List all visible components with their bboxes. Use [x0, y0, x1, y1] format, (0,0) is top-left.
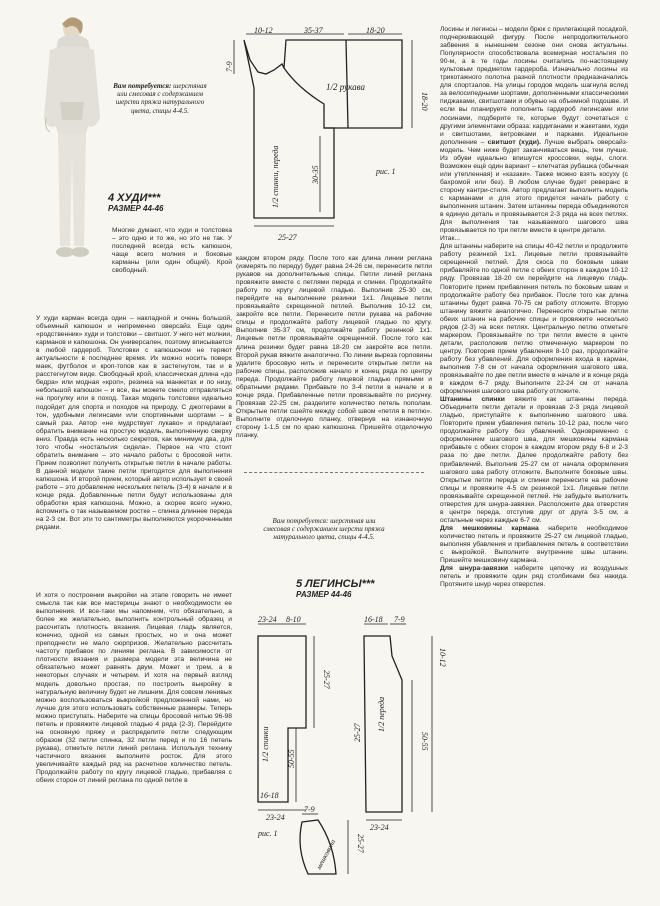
leggings-steps: Для штанины наберите на спицы 40-42 петли и продолжите работу резинкой 1х1. Лицевые петли провязывайте скрещенной петлей. Для скоса по боковым швам прибавляйте по одной петле с обеих сторон в каждом 10-12 ряду. Провязав 18-20 см перейдите на лицевую гладь. Повторите прием прибавления петель по боковым швам и продолжайте работу без прибавок. После того как длина штанины будет равна 70-75 см работу отложите. Вторую штанину вяжите аналогично. Перенесите открытые петли обеих штанин на рабочие спицы и провяжите несколько рядов (2-3) на всех петлях. Центральную петлю отметьте маркером. Провязывайте по три петли вместе в центе детали, расположив петлю отмеченную маркером по центру. Повторив прием убавления 8-10 раз, продолжайте работу без убавлений. Для оформления входа в карман, выполнив 7-8 см от начала оформления шагового шва, провязывайте по две петли вместе в начале и в конце ряда в каждом 6-7 ряду. Выполните 22-24 см от начала оформления шагового шва работу отложите. — [440, 243, 628, 396]
fig2-front-dim-3: 50-55 — [420, 732, 429, 751]
fig2-back-dim-5: 16-18 — [260, 791, 279, 800]
fig2-back-dim-1: 8-10 — [286, 615, 301, 624]
fig1-caption: рис. 1 — [376, 167, 396, 176]
cord-text: наберите цепочку из воздушных петель и провяжите один ряд столбиками без накида. Протяните шнур через отверстия. — [440, 565, 629, 589]
hoodie-title-block — [108, 192, 226, 213]
fig2-back-dim-6: 23-24 — [266, 813, 285, 822]
model-photo — [36, 6, 112, 271]
cord-heading: Для шнура-завязки — [440, 565, 509, 573]
fig2-pocket-dim-2: 25-27 — [356, 834, 365, 853]
leggings-itak: Итак... — [440, 235, 461, 243]
leggings-article — [440, 26, 628, 589]
fig1-dim-7: 1/2 спинки, переда — [271, 145, 280, 208]
fig1-dim-8: 25-27 — [278, 233, 297, 242]
fig2-back-dim-0: 23-24 — [258, 615, 277, 624]
fig1-dim-2: 18-20 — [366, 26, 385, 35]
fig2-back-dim-3: 1/2 спинки — [261, 726, 270, 762]
back-legs-heading: Штанины спинки — [440, 396, 505, 404]
fig1-dim-0: 10-12 — [254, 26, 273, 35]
fig2-front-dim-4: 10-12 — [438, 648, 447, 667]
leggings-materials: Вам потребуется: шерстяная или смесовая с содержанием шерсти пряжа натурального цвета, спицы 4-4.5. — [263, 517, 385, 542]
leggings-intro-2: Лучше выбрать оверсайз-модель. Чем ниже будет заканчиваться вещь, тем лучше. Из обуви идеально впишутся кроссовки, кеды, слоги. Возможен ещё один вариант – клетчатая рубашка (обычная или утепленная) и «казаки». Также можно взять косуху (с бахромой или без). В любом случае будет реверанс в сторону кантри-стиля. Автор предлагает выполнить модель с карманами и для этого придется начать работу с выполнения штанин. Затем штанины переда объединяются в единую деталь и провязывается 2-3 ряда на всех петлях. Для выполнения так называемого шагового шва провязывается по три петли вместе в центре детали. — [440, 138, 628, 235]
leggings-intro: Лосины и легинсы – модели брюк с прилегающей посадкой, подчеркивающей фигуру. После непродолжительного забвения в нынешнем сезоне они снова актуальны. Популярности способствовала всемирная ностальгия по 90-м, а в те годы лосины считались по-настоящему культовым предметом гардероба. Изначально лосины из трикотажного полотна разной плотности предназначались для спортзалов. На улицы городов модель шагнула вслед за велосипедными шортами, дополненными классическими пиджаками, свитшотами и обувью на объемной подошве. И если вы планируете пополнить гардероб легинсами или лосинами, подберите те, которые будут сочетаться с другими элементами образа: кардиганами и жакетами, худи и свитшотами, ветровками и парками. Идеальное дополнение – — [440, 26, 628, 146]
fig1-dim-3: 7-9 — [225, 61, 234, 72]
fig2-back-dim-2: 25-27 — [322, 670, 331, 689]
fig2-front-dim-6: 23-24 — [370, 823, 389, 832]
hoodie-materials-lead: Вам потребуется: — [113, 82, 172, 90]
leggings-intro-bold: свитшот (худи). — [487, 138, 541, 146]
hoodie-text-2: И хотя о построении выкройки на этапе говорить не имеет смысла так как все мастерицы знают о необходимости ее выполнения. И все-таки мы напомним, что обязательно, а более же желательно, выполнить контрольный образец и рассчитать плотность вязания. Лицевая гладь является, конечно, одной из самых простых, но и она может преподнести не мало сюрпризов. Желательно рассчитать частоту прибавок по линиям реглана. В зависимости от плотности вязания и размера модели эта величина не обязательно может равнять двум. Может и трем, а в некоторых случаях и четырем. И хотя на первый взгляд модель довольно простая, по построить выкройку в натуральную величину будет не лишним. Для совсем ленивых можно воспользоваться выкройкой предложенной нами, но лучше для этого использовать собственные размеры. Теперь можно приступать. Наберите на спицы бросовой нитью 96-98 петель и провяжите лицевой гладью 4 ряда (2-3). Перейдите на основную пряжу и распределите петли следующим образом (32 петли спинка, 32 петли перед и по 16 петель рукава), отметьте петли линий реглана. Используя технику частичного вязания выполните росток. Для этого увеличивайте каждый ряд на расчетное количество петель. Продолжайте работу по кругу лицевой гладью, прибавляя с обеих сторон от линий реглана по одной петле в — [36, 592, 232, 785]
back-legs-text: вяжите как штанины переда. Объедините петли детали и провязав 2-3 ряда лицевой гладью, приступайте к выполнению шагового шва. Повторите прием убавления петель 10-12 раз, после чего продолжайте работу без убавлений. Одновременно с оформлением шагового шва, для мешковины кармана прибавьте с обеих сторон в каждом втором ряду 6-8 и 2-3 раза по две петли. Далее продолжайте работу без прибавлений. Выполнив 25-27 см от начала оформления шагового шва работу отложите. Выполните боковые швы. Открытые петли переда и спинки перенесите на рабочие спицы и провяжите 4-5 см резинкой 1х1. Лицевые петли провязывайте скрещенной петлей. Не забудьте выполнить отверстия для шнура-завязки. Расположите два отверстия в центре переда, отступив друг от друга 3-5 см, а остальные через каждые 6-7 см. — [440, 396, 629, 524]
fig2-caption: рис. 1 — [258, 829, 278, 838]
hoodie-size: РАЗМЕР 44-46 — [108, 204, 164, 213]
hoodie-materials — [112, 82, 208, 115]
leggings-size: РАЗМЕР 44-46 — [296, 590, 352, 599]
fig2-pocket-dim-1: мешковина — [314, 838, 338, 871]
fig2-front-dim-2: 1/2 переда — [377, 696, 386, 732]
fig1-dim-6: 30-35 — [311, 165, 320, 184]
fig1-dim-5: 18-20 — [420, 92, 429, 111]
fig2-front-dim-1: 7-9 — [394, 615, 405, 624]
hoodie-text-3: каждом втором ряду. После того как длина линии реглана (измерять по переду) будет равна 24-26 см, перенесите петли рукавов на дополнительные спицы. Петли линий реглана провяжите вместе с петлями переда и спинки. Продолжайте работу по кругу лицевой гладью. Выполнив 25-30 см, перейдите на выполнение резинки 1х1. Лицевые петли провязывайте скрещенной петлей. Выполнив 10-12 см, закройте все петли. Перенесите петли рукава на рабочие спицы и продолжайте работу лицевой гладью по кругу. Выполнив 35-37 см, продолжайте работу резинкой 1х1. Лицевые петли провязывайте скрещенной. После того как длина резинки будет равна 18-20 см закройте все петли. Второй рукав вяжите аналогично. По линии выреза горловины удалите бросовую нить и перенесите открытые петли на рабочие спицы, расположив начало и конец ряда по центру переда. Продолжайте работу лицевой гладью прямыми и обратными рядами. Прибавьте по 3-4 петли в начале и в конце ряда. Прибавленные петли провязывайте по рисунку. Провязав 22-25 см, разделите количество петель пополам. Открытые петли сшейте между собой швом «петля в петлю». Выполните отделочную планку, отвернув на изнаночную сторону 1-1.5 см по краю капюшона. Пришейте отделочную планку. — [236, 255, 432, 440]
leggings-title-block — [296, 578, 436, 599]
divider — [244, 472, 424, 473]
fig2-back-dim-4: 50-55 — [287, 749, 296, 768]
hoodie-materials-body: шерстяная или смесовая с содержанием шерсти пряжа натурального цвета, спицы 4-4.5. — [115, 82, 207, 115]
fig2-front-dim-5: 25-27 — [353, 723, 362, 742]
fig2-front-dim-0: 16-18 — [364, 615, 383, 624]
pocket-text: наберите необходимое количество петель и провяжите 25-27 см лицевой гладью, выполняя убавления и прибавления петель в соответствии с выкройкой. Выполните внутренние швы штанин. Пришейте мешковину кармана. — [440, 524, 628, 565]
pocket-heading: Для мешковины кармана — [440, 524, 539, 532]
hoodie-pattern-diagram — [226, 28, 436, 250]
leggings-pattern-diagram — [236, 612, 447, 906]
hoodie-title: 4 ХУДИ*** — [108, 192, 161, 204]
fig1-dim-4: 1/2 рукава — [326, 82, 365, 92]
leggings-title: 5 ЛЕГИНСЫ*** — [296, 578, 375, 590]
fig1-dim-1: 35-37 — [304, 26, 323, 35]
hoodie-intro: Многие думают, что худи и толстовка – это одно и то же, но это не так. У последней всегда есть капюшон, чаще всего молния и боковые карманы (или один общий). Крой свободный. — [112, 227, 232, 275]
fig2-pocket-dim-0: 7-9 — [304, 805, 315, 814]
hoodie-text-1: У худи карман всегда один – накладной и очень большой, объемный капюшон и непременно оверсайз. Еще один «родственник» худи и толстовки – свитшот. У него нет молнии, карманов и капюшона. Он универсален, поэтому вписывается в любой гардероб. Толстовки с капюшоном не теряют актуальности в последнее время. Их можно носить поверх маек, футболок и кроп-топов как в застегнутом, так и в расстегнутом виде. Свободный крой, классическая длина «до бедра» или модная «кроп», резинка на манжетах и по низу, небольшой капюшон – и все, вы можете смело отправляться на прогулку или в поход. Такая модель толстовки идеально подойдет для спорта и походов на природу. С джоггерами в тон, удобными легинсами или спортивными шортами – в самый раз. Автор «не мудрствует лукаво» и предлагает обратить внимание на простую модель, выполненную сверху вниз. Правда есть несколько секретов, как минимум два, для того чтобы «ностальгия сидела». Первое на что стоит обратить внимание – это начало работы с бросовой нити. Прием позволяет получить открытые петли в начале работы. В данной модели такие петли пригодятся для выполнения капюшона. И второй прием, который автор использует в своей работе – это добавление нескольких петель (3-4) в начале и в конце ряда. Добавленные петли будут использованы для обработки края капюшона. Можно, а скорее всего нужно, вспомнить о так называемом ростке – спинка длиннее переда на 2-3 см. Вот эти то сантиметры выполняются укороченными рядами. — [36, 315, 232, 532]
